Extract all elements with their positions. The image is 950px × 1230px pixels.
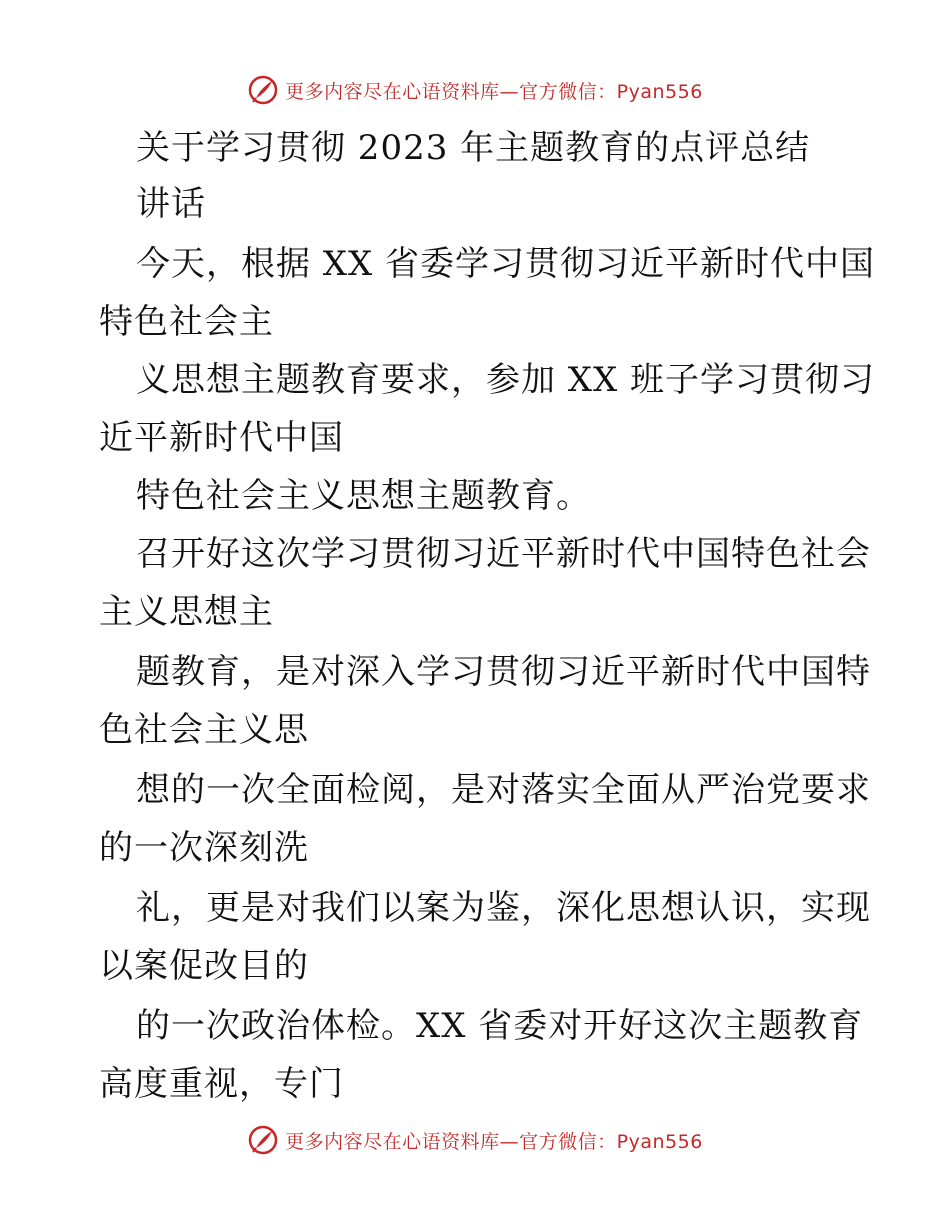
doc-title-line-1: 关于学习贯彻 2023 年主题教育的点评总结 [136,128,811,168]
paragraph-line: 高度重视，专门 [99,1064,344,1104]
header-watermark [0,70,950,110]
quill-pen-logo-icon [247,74,279,106]
quill-pen-logo-icon [247,1124,279,1156]
header-watermark-text: 更多内容尽在心语资料库—官方微信：Pyan556 [285,80,703,103]
doc-title-line-2: 讲话 [136,184,206,224]
paragraph-line: 题教育，是对深入学习贯彻习近平新时代中国特 [136,652,871,692]
paragraph-line: 主义思想主 [99,592,274,632]
paragraph-line: 近平新时代中国 [99,418,344,458]
paragraph-line: 以案促改目的 [99,946,309,986]
paragraph-line: 今天，根据 XX 省委学习贯彻习近平新时代中国 [136,244,876,284]
paragraph-line: 礼，更是对我们以案为鉴，深化思想认识，实现 [136,888,871,928]
paragraph-line: 色社会主义思 [99,710,309,750]
paragraph-line: 特色社会主 [99,302,274,342]
paragraph-line: 的一次政治体检。XX 省委对开好这次主题教育 [136,1006,864,1046]
footer-watermark [0,1120,950,1160]
paragraph-line: 召开好这次学习贯彻习近平新时代中国特色社会 [136,534,871,574]
footer-watermark-text: 更多内容尽在心语资料库—官方微信：Pyan556 [285,1130,703,1153]
paragraph-line: 义思想主题教育要求，参加 XX 班子学习贯彻习 [136,360,876,400]
paragraph-line: 的一次深刻洗 [99,828,309,868]
paragraph-line: 特色社会主义思想主题教育。 [136,476,591,516]
paragraph-line: 想的一次全面检阅，是对落实全面从严治党要求 [136,770,871,810]
